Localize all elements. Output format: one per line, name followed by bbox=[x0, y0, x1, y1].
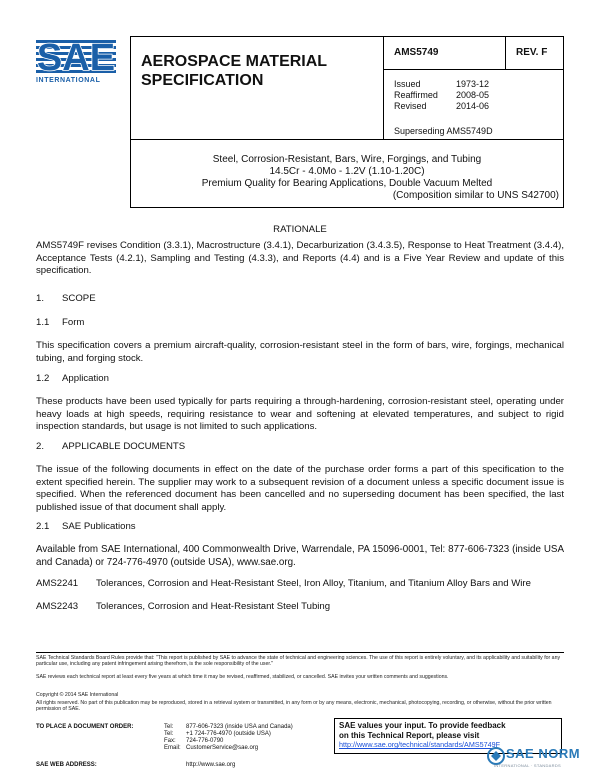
date-label: Issued bbox=[394, 79, 421, 89]
feedback-link[interactable]: http://www.sae.org/technical/standards/AMS5749F bbox=[339, 740, 501, 749]
section-2-heading bbox=[36, 441, 564, 454]
watermark bbox=[486, 744, 596, 774]
sae-logo-mark bbox=[36, 36, 118, 76]
order-value: 877-606-7323 (inside USA and Canada) bbox=[186, 724, 293, 730]
section-number: 2.1 bbox=[36, 521, 50, 532]
document-type-line2: SPECIFICATION bbox=[141, 72, 264, 89]
footer-disclaimer: SAE Technical Standards Board Rules provide that: "This report is published by SAE to advance the state of technical and engineering sciences. The use of this report is entirely voluntary, and its applicability and suitability for any particular use, including any patent infringement arising therefrom, is the sole responsibility of the user." bbox=[36, 655, 561, 668]
footer-copyright: Copyright © 2014 SAE International bbox=[36, 692, 119, 698]
section-2-1-text: Available from SAE International, 400 Commonwealth Drive, Warrendale, PA 15096-0001, Tel: 877-606-7323 (inside USA and Canada) or 724-776-4970 (outside USA), www.sae.org. bbox=[36, 544, 564, 568]
section-2-text: The issue of the following documents in effect on the date of the purchase order forms a part of this specification to the extent specified herein. The supplier may work to a subsequent revision of a document unless a specific document issue is specified. When the referenced document has been cancelled and no superseding document has been specified, the last published issue of that document shall apply. bbox=[36, 464, 564, 513]
section-number: 1.2 bbox=[36, 373, 50, 384]
section-number: 1.1 bbox=[36, 317, 50, 328]
order-label: TO PLACE A DOCUMENT ORDER: bbox=[36, 724, 134, 730]
section-number: 1. bbox=[36, 293, 45, 304]
web-address-value[interactable]: http://www.sae.org bbox=[186, 762, 236, 768]
logo-subtitle: INTERNATIONAL bbox=[36, 77, 101, 84]
subject-line2: 14.5Cr - 4.0Mo - 1.2V (1.10-1.20C) bbox=[269, 166, 425, 177]
section-title: SAE Publications bbox=[62, 521, 136, 532]
section-1-2-text: These products have been used typically for parts requiring a through-hardening, corrosion-resistant steel, operating under heavy loads at high speeds, requiring resistance to wear and softening at elevated temperatures, and subject to rigid inspection standards, but usage is not limited to such applications. bbox=[36, 396, 564, 432]
document-number: AMS5749 bbox=[394, 47, 439, 58]
watermark-text: SAE NORM bbox=[506, 746, 581, 761]
document-type-line1: AEROSPACE MATERIAL bbox=[141, 53, 328, 70]
footer-review-note: SAE reviews each technical report at least every five years at which time it may be revised, reaffirmed, stabilized, or cancelled. SAE invites your written comments and suggestions. bbox=[36, 674, 449, 680]
web-address-label: SAE WEB ADDRESS: bbox=[36, 762, 97, 768]
subject-line1: Steel, Corrosion-Resistant, Bars, Wire, Forgings, and Tubing bbox=[212, 154, 482, 165]
section-2-1-heading bbox=[36, 521, 564, 534]
section-title: APPLICABLE DOCUMENTS bbox=[62, 441, 186, 452]
svg-text:SAE: SAE bbox=[36, 37, 116, 76]
order-key: Fax: bbox=[164, 738, 176, 744]
footer-divider bbox=[36, 652, 564, 653]
date-value: 1973-12 bbox=[456, 79, 490, 89]
section-number: 2. bbox=[36, 441, 45, 452]
reference-title: Tolerances, Corrosion and Heat-Resistant Steel Tubing bbox=[96, 601, 331, 612]
rationale-heading: RATIONALE bbox=[273, 224, 327, 235]
subject-line3: Premium Quality for Bearing Applications, Double Vacuum Melted bbox=[201, 178, 493, 189]
document-number-box bbox=[384, 36, 506, 70]
section-1-1-text: This specification covers a premium aircraft-quality, corrosion-resistant steel in the form of bars, wire, forgings, mechanical tubing, and forging stock. bbox=[36, 340, 564, 364]
subject-line4: (Composition similar to UNS S42700) bbox=[392, 190, 559, 201]
document-type-box bbox=[130, 36, 384, 140]
section-1-2-heading bbox=[36, 373, 564, 386]
superseding-note: Superseding AMS5749D bbox=[394, 126, 493, 136]
section-title: SCOPE bbox=[62, 293, 96, 304]
reference-code: AMS2243 bbox=[36, 601, 79, 612]
order-value: +1 724-776-4970 (outside USA) bbox=[186, 731, 271, 737]
date-label: Reaffirmed bbox=[394, 90, 438, 100]
section-title: Form bbox=[62, 317, 85, 328]
section-1-heading bbox=[36, 293, 564, 306]
dates-box bbox=[384, 70, 564, 140]
subject-box bbox=[130, 140, 564, 208]
watermark-subtext: INTERNATIONAL · STANDARDS bbox=[494, 763, 561, 768]
footer-rights: All rights reserved. No part of this publication may be reproduced, stored in a retrieval system or transmitted, in any form or by any means, electronic, mechanical, photocopying, recording, or otherwise, without the prior written permission of SAE. bbox=[36, 700, 552, 713]
date-value: 2014-06 bbox=[456, 101, 490, 111]
rationale-text: AMS5749F revises Condition (3.3.1), Macrostructure (3.4.1), Decarburization (3.4.3.5), Response to Heat Treatment (3.4.4), Acceptance Tests (4.2.1), Sampling and Testing (4.3.3), and Reports (4.4) and is a Five Year Review and update of this specification. bbox=[36, 240, 564, 276]
revision-box bbox=[506, 36, 564, 70]
order-key: Tel: bbox=[164, 731, 174, 737]
sae-logo bbox=[36, 36, 118, 84]
reference-title: Tolerances, Corrosion and Heat-Resistant Steel, Iron Alloy, Titanium, and Titanium Alloy Bars and Wire bbox=[96, 578, 531, 589]
revision: REV. F bbox=[516, 47, 548, 58]
feedback-line2: on this Technical Report, please visit bbox=[339, 730, 480, 740]
order-key: Email: bbox=[164, 745, 181, 751]
feedback-line1: SAE values your input. To provide feedback bbox=[339, 721, 506, 730]
section-title: Application bbox=[62, 373, 109, 384]
section-1-1-heading bbox=[36, 317, 564, 330]
order-value[interactable]: CustomerService@sae.org bbox=[186, 745, 259, 751]
date-label: Revised bbox=[394, 101, 427, 111]
reference-code: AMS2241 bbox=[36, 578, 79, 589]
order-key: Tel: bbox=[164, 724, 174, 730]
date-value: 2008-05 bbox=[456, 90, 490, 100]
order-value: 724-776-0790 bbox=[186, 738, 224, 744]
